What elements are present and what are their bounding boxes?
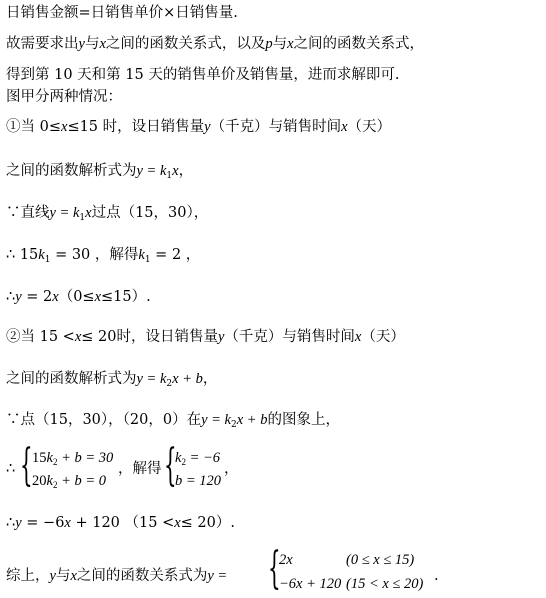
left-brace: { — [268, 543, 281, 594]
left-brace: { — [20, 440, 33, 491]
line-13-prefix: ∴ — [6, 461, 16, 477]
line-8: ∴ $15k_1 = 30$ ，解得$k_1 = 2$ ， — [6, 247, 201, 265]
line-9: ∴y = 2x（0≤x≤15）. — [6, 289, 151, 305]
piecewise-expr-2: −6x + 120 — [279, 576, 342, 592]
line-11: 之间的函数解析式为$y = k_2x + b$， — [6, 371, 218, 389]
equation-row-2: $20k_2 + b = 0$ — [32, 473, 107, 490]
line-15: 综上，y与x之间的函数关系式为y = — [6, 568, 228, 584]
solution-row-1: $k_2 = -6$ — [175, 450, 221, 467]
solution-row-2: b = 120 — [175, 473, 222, 489]
equation-system-1 — [20, 440, 120, 494]
equation-row-1: $15k_2 + b = 30$ — [32, 450, 114, 467]
line-2: 故需要求出y与x之间的函数关系式，以及p与x之间的函数关系式， — [6, 36, 425, 52]
line-15-end: . — [434, 568, 439, 584]
piecewise-function — [268, 543, 448, 597]
solve-label: ，解得 — [118, 461, 162, 477]
line-5: ①当 0≤x≤15 时，设日销售量y（千克）与销售时间x（天） — [6, 119, 392, 135]
line-7: ∵直线$y = k_1x$过点（15，30）， — [6, 205, 209, 223]
line-12: ∵点（15，30），（20，0）在$y = k_2x + b$的图象上， — [6, 412, 340, 430]
piecewise-cond-1: (0 ≤ x ≤ 15) — [346, 552, 415, 568]
piecewise-expr-1: 2x — [279, 552, 293, 568]
line-1: 日销售金额=日销售单价×日销售量. — [6, 5, 238, 21]
left-brace: { — [164, 440, 177, 491]
line-6: 之间的函数解析式为$y = k_1x$， — [6, 163, 194, 181]
piecewise-cond-2: (15 < x ≤ 20) — [346, 576, 424, 592]
line-3: 得到第 10 天和第 15 天的销售单价及销售量，进而求解即可. — [6, 67, 400, 83]
line-4: 图甲分两种情况： — [6, 89, 122, 105]
line-14: ∴y = −6x + 120 （15 <x≤ 20）. — [6, 515, 235, 531]
line-10: ②当 15 <x≤ 20时，设日销售量y（千克）与销售时间x（天） — [6, 329, 405, 345]
line-13-suffix: ， — [224, 461, 239, 477]
